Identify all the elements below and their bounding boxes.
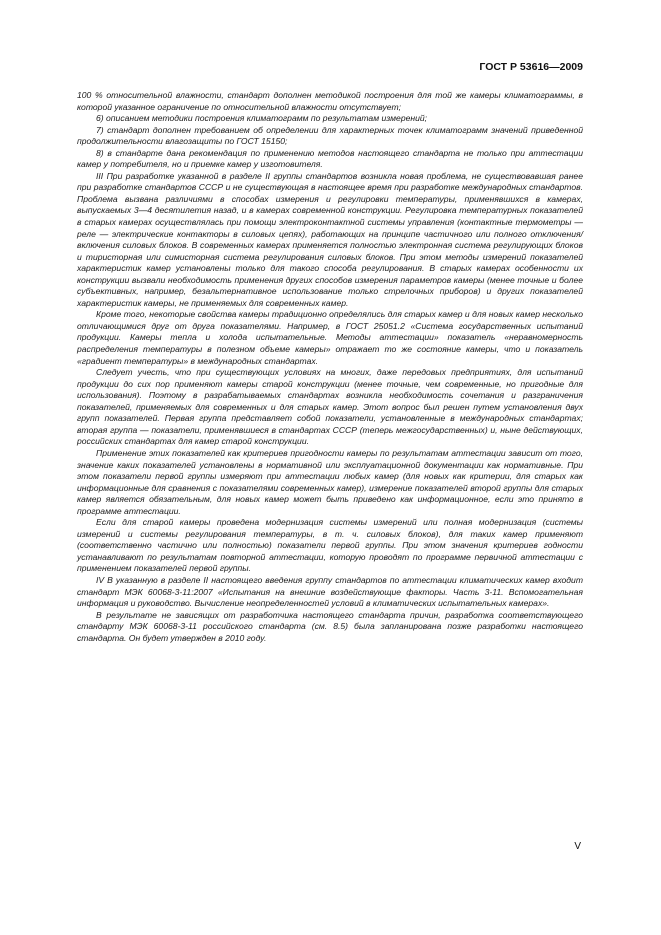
paragraph: Применение этих показателей как критериев пригодности камеры по результатам аттестации зависит от того, значение каких показателей установлены в нормативной или эксплуатационной документации как нормативные. При этом показатели первой группы измеряют при аттестации любых камер (для новых как критерии, для старых как информационные для сравнения с показателями современных камер), измерение показателей второй группы для старых камер является обязательным, для новых камер может быть приведено как информационное, если это принято в программе аттестации. xyxy=(77,447,583,516)
paragraph: 8) в стандарте дана рекомендация по применению методов настоящего стандарта не только при аттестации камер у потребителя, но и приемке камер у изготовителя. xyxy=(77,147,583,170)
paragraph: 7) стандарт дополнен требованием об определении для характерных точек климатограмм значений приведенной продолжительности влагозащиты по ГОСТ 15150; xyxy=(77,124,583,147)
paragraph: 100 % относительной влажности, стандарт дополнен методикой построения для той же камеры климатограммы, в которой указанное ограничение по относительной влажности отсутствует; xyxy=(77,90,583,112)
body-text xyxy=(77,90,583,644)
paragraph: III При разработке указанной в разделе II группы стандартов возникла новая проблема, не существовавшая ранее при разработке стандартов СССР и не существующая в настоящее время при разработке международных стандартов. Проблема вызвана различиями в способах измерения и регулировки температуры, применявшихся в камерах, выпускаемых 3—4 десятилетия назад, и в камерах современной конструкции. Регулировка температурных показателей в старых камерах осуществлялась при помощи электроконтактной системы управления (контактные термометры — реле — электрические контакторы в силовых цепях), работающих на принципе частичного или полного отключения/включения силовых блоков. В современных камерах применяется полностью электронная система регулирующих блоков и тиристорная или симисторная система регулирования силовых блоков. При этом методы измерений показателей характеристик камер установлены только для такого способа регулирования. В старых камерах особенности их конструкции вызвали необходимость применения других способов измерения параметров камеры (менее точные и более субъективных, например, безальтернативное использование только стрелочных приборов) и других показателей характеристик камеры, не применяемых для современных камер. xyxy=(77,170,583,308)
paragraph: Кроме того, некоторые свойства камеры традиционно определялись для старых камер и для новых камер несколько отличающимися друг от друга показателями. Например, в ГОСТ 25051.2 «Система государственных испытаний продукции. Камеры тепла и холода испытательные. Методы аттестации» показатель «неравномерность распределения температуры в полезном объеме камеры» отражает то же состояние камеры, что и показатель «градиент температуры» в международных стандартах. xyxy=(77,309,583,366)
paragraph: IV В указанную в разделе II настоящего введения группу стандартов по аттестации климатических камер входит стандарт МЭК 60068-3-11:2007 «Испытания на внешние воздействующие факторы. Часть 3-11. Вспомогательная информация и руководство. Вычисление неопределенностей условий в климатических испытательных камерах». xyxy=(77,574,583,609)
paragraph: 6) описанием методики построения климатограмм по результатам измерений; xyxy=(96,113,428,124)
paragraph: Следует учесть, что при существующих условиях на многих, даже передовых предприятиях, для испытаний продукции до сих пор применяют камеры старой конструкции (менее точные, чем современные, но пригодные для использования). Поэтому в разрабатываемых стандартах возникла необходимость сочетания и разграничения показателей, применяемых для современных и для старых камер. Этот вопрос был решен путем установления двух групп показателей. Первая группа представляет собой показатели, установленные в международных стандартах; вторая группа — показатели, применявшиеся в стандартах СССР (теперь межгосударственных) и, ныне действующих, российских стандартах для камер старой конструкции. xyxy=(77,367,583,447)
paragraph: В результате не зависящих от разработчика настоящего стандарта причин, разработка соответствующего стандарту МЭК 60068-3-11 российского стандарта (см. 8.5) была запланирована позже разработки настоящего стандарта. Он будет утвержден в 2010 году. xyxy=(77,609,583,643)
standard-code: ГОСТ Р 53616—2009 xyxy=(479,61,583,73)
paragraph: Если для старой камеры проведена модернизация системы измерений или полная модернизация (системы измерений и системы регулирования температуры, в т. ч. силовых блоков), для таких камер применяют (соответственно частично или полностью) показатели первой группы. При этом значения критериев годности устанавливают по результатам повторной аттестации, которую проводят по программе первичной аттестации с применением показателей первой группы. xyxy=(77,517,583,574)
page-number: V xyxy=(574,841,581,852)
